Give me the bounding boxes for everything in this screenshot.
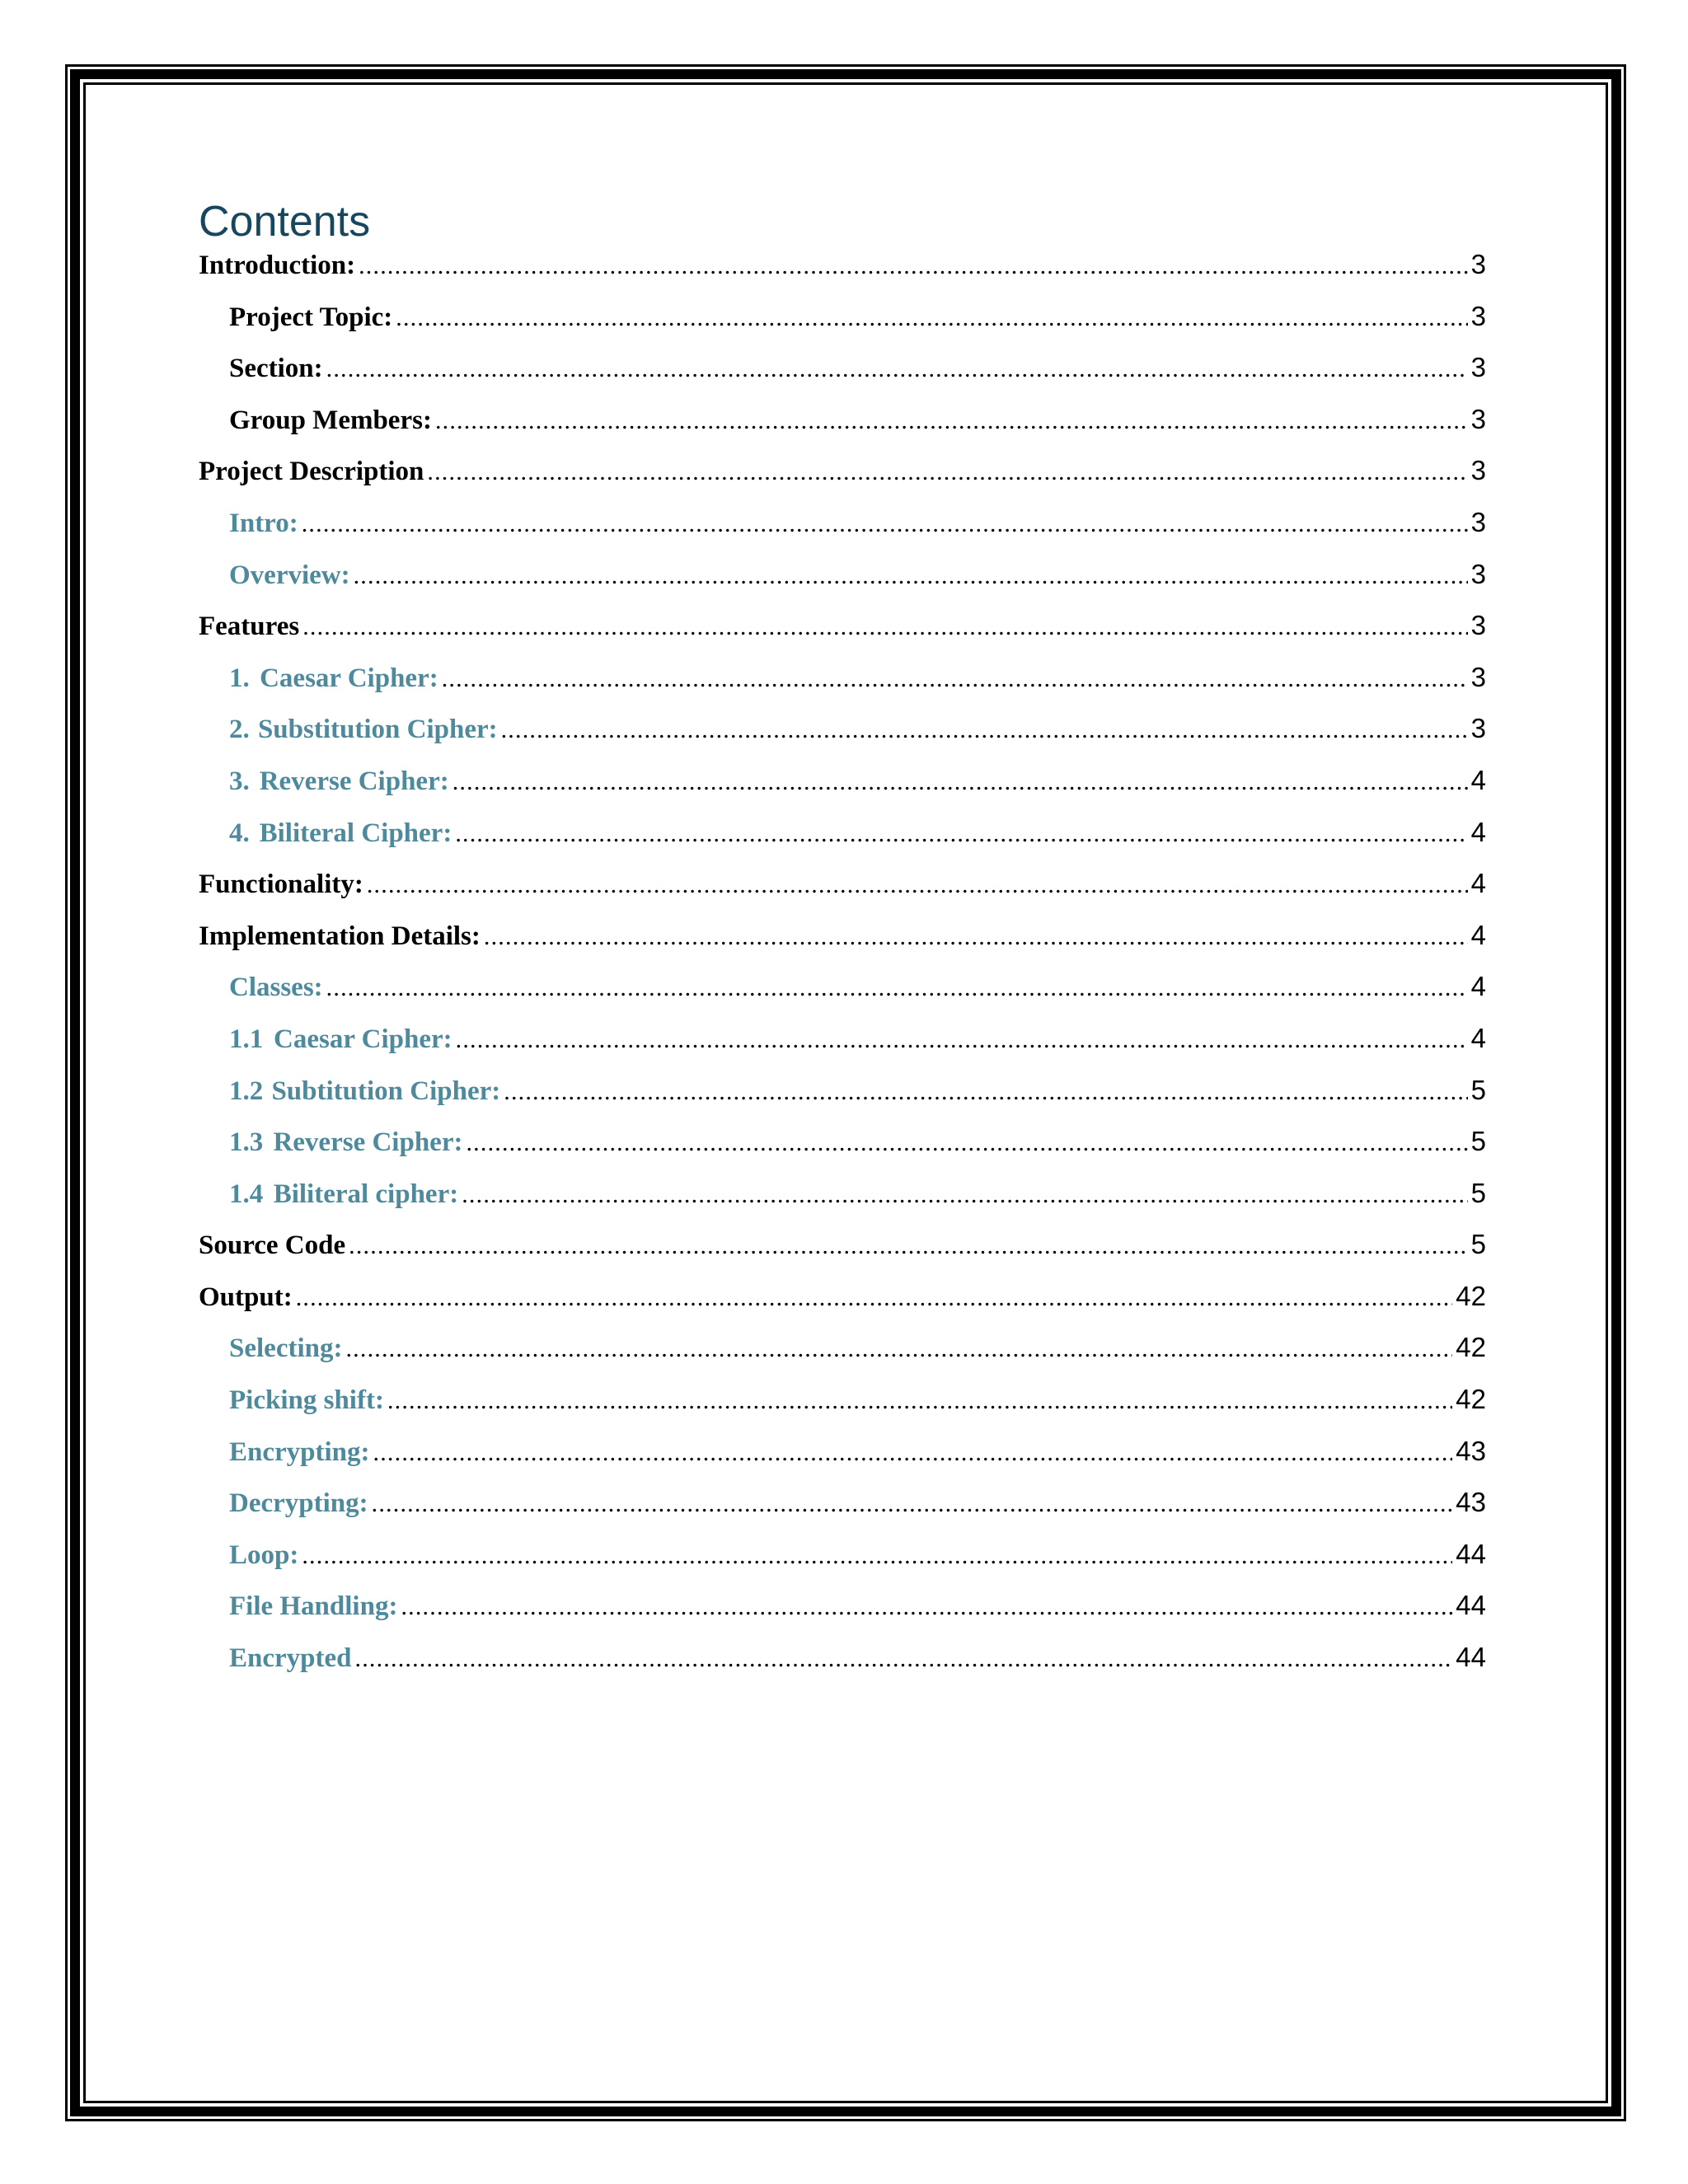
toc-entry-page: 3 [1470,558,1486,589]
toc-entry-text: Classes: [229,972,323,1003]
toc-entry-substitution-cipher[interactable] [199,713,1486,765]
toc-entry-page: 3 [1470,352,1486,383]
toc-entry-page: 5 [1470,1074,1486,1105]
toc-entry-selecting[interactable] [199,1332,1486,1384]
toc-entry-page: 3 [1470,455,1486,486]
toc-entry-text: Project Description [199,457,424,487]
toc-entry-page: 3 [1470,713,1486,744]
toc-entry-text: Implementation Details: [199,921,481,951]
toc-entry-caesar-cipher[interactable] [199,662,1486,714]
toc-entry-class-caesar-cipher[interactable] [199,1023,1486,1075]
toc-entry-intro[interactable] [199,507,1486,559]
dot-leader [501,716,1468,744]
toc-entry-page: 5 [1470,1126,1486,1157]
toc-entry-group-members[interactable] [199,404,1486,456]
dot-leader [387,1387,1452,1415]
dot-leader [427,458,1467,486]
toc-entry-page: 3 [1470,610,1486,641]
toc-entry-text: Subtitution Cipher: [271,1076,501,1106]
toc-entry-page: 3 [1470,506,1486,537]
toc-entry-loop[interactable] [199,1539,1486,1591]
toc-entry-page: 44 [1456,1538,1486,1569]
toc-entry-text: Group Members: [229,405,432,435]
dot-leader [349,1232,1468,1260]
toc-entry-text: Biliteral Cipher: [259,818,452,848]
toc-entry-page: 4 [1470,816,1486,847]
toc-entry-picking-shift[interactable] [199,1384,1486,1436]
toc-entry-text: Introduction: [199,251,356,280]
toc-entry-text: Reverse Cipher: [273,1127,463,1158]
toc-entry-text: Project Topic: [229,302,393,332]
toc-entry-text: Loop: [229,1540,299,1570]
dot-leader [367,871,1468,899]
toc-entry-class-reverse-cipher[interactable] [199,1126,1486,1178]
toc-entry-text: Decrypting: [229,1488,368,1519]
toc-entry-page: 42 [1456,1384,1486,1415]
dot-leader [442,665,1468,693]
toc-entry-overview[interactable] [199,559,1486,611]
toc-entry-number: 1.1 [229,1024,264,1054]
toc-entry-project-description[interactable] [199,455,1486,507]
toc-entry-page: 4 [1470,919,1486,950]
table-of-contents [199,194,1486,1694]
toc-entry-number: 1.3 [229,1127,264,1158]
toc-entry-class-subtitution-cipher[interactable] [199,1075,1486,1127]
toc-entry-page: 44 [1456,1642,1486,1673]
toc-entry-section[interactable] [199,352,1486,404]
toc-entry-page: 3 [1470,403,1486,434]
dot-leader [302,510,1468,538]
toc-entry-text: Encrypting: [229,1436,370,1467]
dot-leader [302,613,1467,641]
toc-entry-text: Section: [229,354,323,384]
toc-entry-text: Reverse Cipher: [259,766,449,796]
toc-entry-page: 42 [1456,1332,1486,1363]
toc-entry-features[interactable] [199,610,1486,662]
toc-entry-text: Caesar Cipher: [260,663,438,693]
toc-entry-class-biliteral-cipher[interactable] [199,1178,1486,1230]
dot-leader [455,820,1467,848]
toc-entry-page: 43 [1456,1487,1486,1518]
dot-leader [296,1284,1453,1312]
toc-entry-text: File Handling: [229,1591,398,1622]
toc-entry-text: Encrypted [229,1643,352,1674]
toc-entry-functionality[interactable] [199,868,1486,920]
toc-entry-text: Source Code [199,1230,346,1261]
toc-list [199,249,1486,1694]
toc-entry-page: 42 [1456,1280,1486,1311]
dot-leader [466,1129,1467,1157]
toc-entry-page: 5 [1470,1177,1486,1208]
toc-entry-biliteral-cipher[interactable] [199,817,1486,869]
toc-entry-file-handling[interactable] [199,1590,1486,1642]
toc-entry-implementation-details[interactable] [199,920,1486,972]
contents-title: Contents [199,198,371,246]
toc-entry-number: 2. [229,715,250,745]
toc-entry-page: 3 [1470,661,1486,692]
toc-entry-page: 3 [1470,300,1486,331]
dot-leader [396,304,1467,332]
dot-leader [354,562,1468,590]
toc-entry-encrypted[interactable] [199,1642,1486,1694]
dot-leader [355,1645,1453,1673]
dot-leader [373,1439,1453,1467]
toc-entry-number: 1. [229,663,250,693]
toc-entry-page: 3 [1470,249,1486,279]
toc-entry-text: Caesar Cipher: [274,1024,452,1054]
toc-entry-number: 3. [229,766,250,796]
dot-leader [401,1593,1452,1621]
toc-entry-page: 43 [1456,1435,1486,1466]
toc-entry-page: 4 [1470,868,1486,899]
dot-leader [326,355,1468,383]
dot-leader [435,407,1468,435]
dot-leader [452,768,1468,796]
toc-entry-decrypting[interactable] [199,1487,1486,1539]
toc-entry-text: Features [199,612,300,642]
toc-entry-text: Output: [199,1282,293,1312]
toc-entry-project-topic[interactable] [199,301,1486,353]
dot-leader [456,1026,1468,1054]
toc-entry-page: 44 [1456,1590,1486,1621]
toc-entry-text: Overview: [229,560,350,590]
toc-entry-text: Functionality: [199,869,363,900]
dot-leader [345,1335,1452,1363]
toc-entry-text: Picking shift: [229,1385,384,1416]
dot-leader [359,252,1468,280]
dot-leader [326,974,1468,1002]
toc-entry-page: 4 [1470,971,1486,1002]
dot-leader [302,1542,1452,1570]
dot-leader [484,923,1468,951]
toc-entry-text: Biliteral cipher: [273,1179,459,1209]
toc-entry-number: 1.2 [229,1076,264,1106]
toc-entry-page: 5 [1470,1229,1486,1260]
toc-entry-page: 4 [1470,1022,1486,1053]
toc-entry-text: Intro: [229,508,298,538]
toc-entry-page: 4 [1470,764,1486,795]
toc-entry-output[interactable] [199,1281,1486,1333]
dot-leader [372,1490,1453,1518]
toc-entry-classes[interactable] [199,971,1486,1023]
toc-entry-number: 4. [229,818,250,848]
toc-entry-text: Substitution Cipher: [257,715,498,745]
dot-leader [462,1181,1467,1209]
toc-entry-reverse-cipher[interactable] [199,765,1486,817]
dot-leader [504,1078,1467,1106]
toc-entry-source-code[interactable] [199,1229,1486,1281]
toc-entry-text: Selecting: [229,1333,343,1364]
toc-entry-encrypting[interactable] [199,1436,1486,1488]
toc-entry-number: 1.4 [229,1179,264,1209]
toc-entry-introduction[interactable] [199,249,1486,301]
